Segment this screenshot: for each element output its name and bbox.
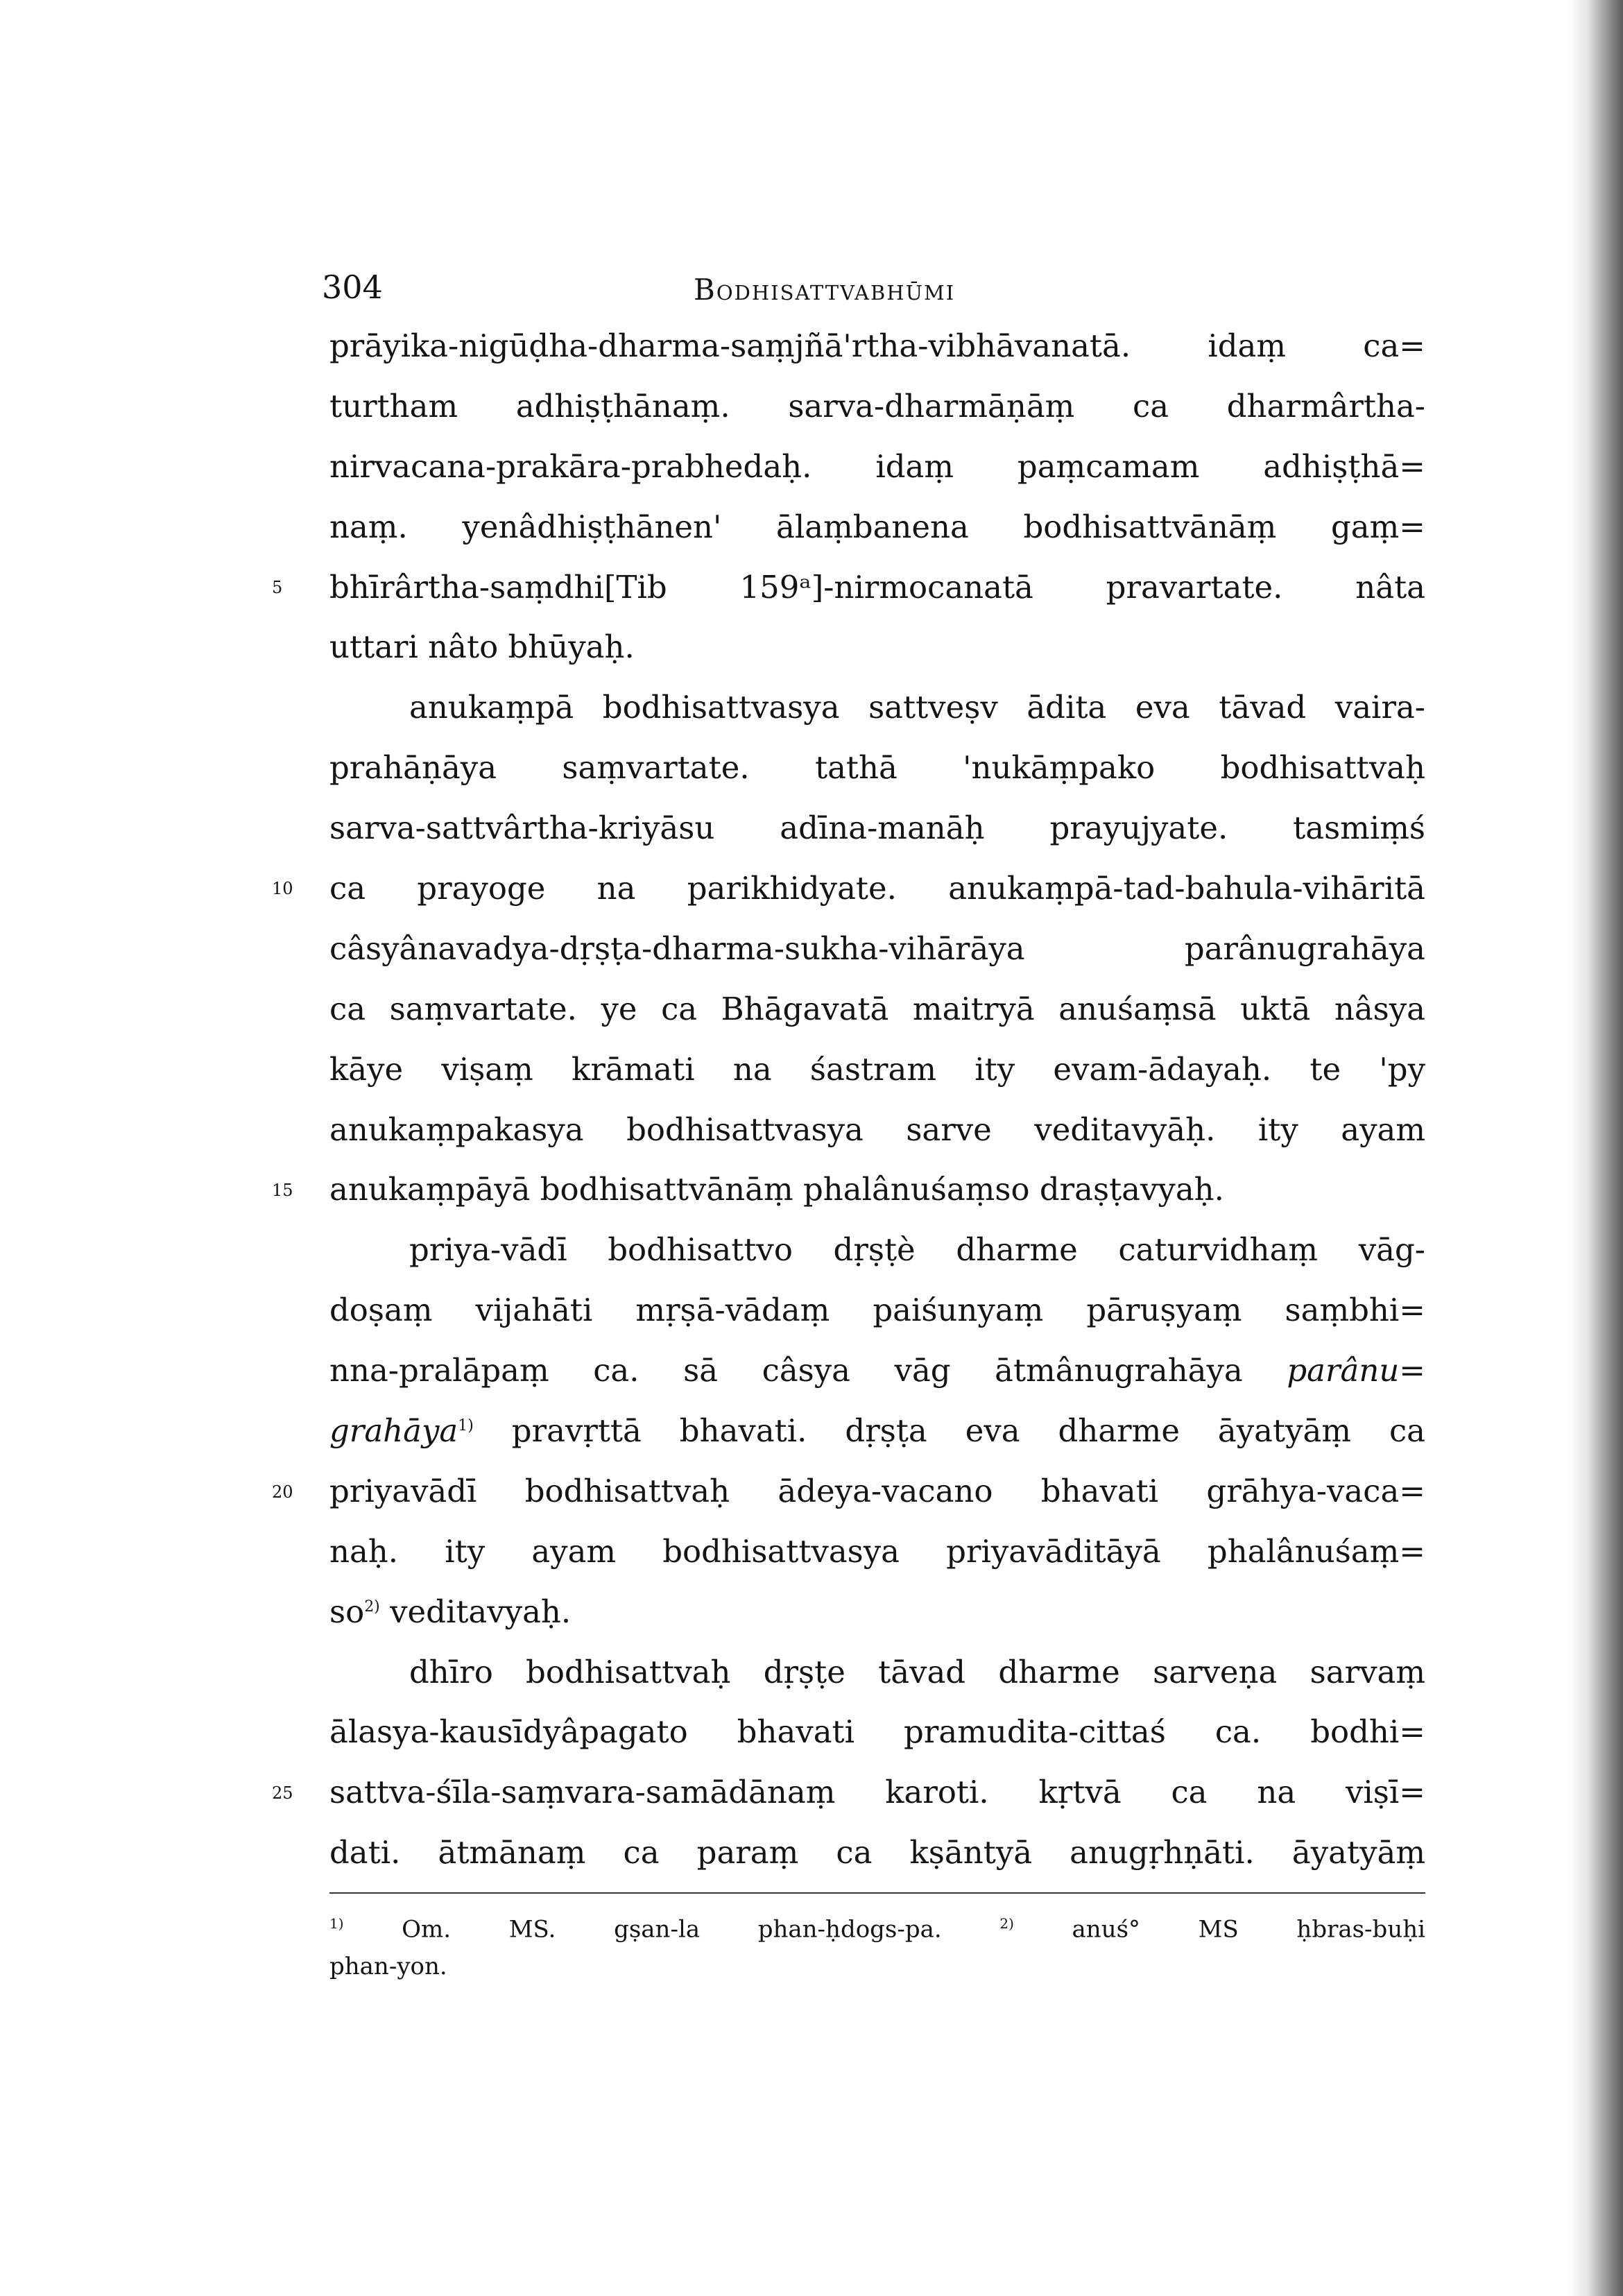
text-line: ca saṃvartate. ye ca Bhāgavatā maitryā anuśaṃsā uktā nâsya [329,990,1425,1027]
margin-line-number-5: 5 [272,578,283,597]
running-head: Bodhisattvabhūmi [694,273,956,307]
margin-line-number-20: 20 [272,1482,293,1502]
text-line [329,1582,1425,1643]
text-line: sarva-sattvârtha-kriyāsu adīna-manāḥ prayujyate. tasmiṃś [329,809,1425,847]
text-line: uttari nâto bhūyaḥ. [329,628,635,666]
text-line: naṃ. yenâdhiṣṭhānen' ālaṃbanena bodhisattvānāṃ gaṃ= [329,508,1425,545]
footnote-line: phan-yon. [329,1953,447,1980]
body-text [329,316,1425,1883]
text-line [329,1341,1425,1401]
text-line: turtham adhiṣṭhānaṃ. sarva-dharmāṇāṃ ca dharmârtha- [329,387,1425,425]
text-line: kāye viṣaṃ krāmati na śastram ity evam-ādayaḥ. te 'py [329,1050,1425,1088]
footnote-marker: 1) [329,1915,344,1932]
text-line: nirvacana-prakāra-prabhedaḥ. idaṃ paṃcamam adhiṣṭhā= [329,447,1425,485]
text-line: naḥ. ity ayam bodhisattvasya priyavāditāyā phalânuśaṃ= [329,1532,1425,1570]
text-line: dhīro bodhisattvaḥ dṛṣṭe tāvad dharme sarveṇa sarvaṃ [409,1653,1425,1690]
text-line: ca prayoge na parikhidyate. anukaṃpā-tad-bahula-vihāritā [329,870,1425,907]
text-segment: pravṛttā bhavati. dṛṣṭa eva dharme āyatyāṃ ca [511,1412,1425,1450]
text-segment: veditavyaḥ. [390,1593,572,1630]
scan-page-edge-shadow [1568,0,1623,2296]
text-line: câsyânavadya-dṛṣṭa-dharma-sukha-vihārāya parânugrahāya [329,929,1425,967]
margin-line-number-25: 25 [272,1783,293,1803]
footnote-text: Om. MS. gṣan-la phan-ḥdogs-pa. [402,1915,942,1944]
italic-text: grahāya [329,1412,458,1450]
italic-text: parânu= [1287,1352,1426,1389]
text-line [329,1401,1425,1462]
text-segment: so [329,1593,365,1630]
margin-line-number-15: 15 [272,1181,293,1200]
text-line: anukaṃpakasya bodhisattvasya sarve veditavyāḥ. ity ayam [329,1111,1425,1148]
text-line: priya-vādī bodhisattvo dṛṣṭè dharme caturvidhaṃ vāg- [409,1231,1425,1269]
text-line: doṣaṃ vijahāti mṛṣā-vādaṃ paiśunyaṃ pāruṣyaṃ saṃbhi= [329,1292,1425,1329]
footnote-line [329,1902,1425,1945]
text-line: dati. ātmānaṃ ca paraṃ ca kṣāntyā anugṛhṇāti. āyatyāṃ [329,1834,1425,1871]
text-line: sattva-śīla-saṃvara-samādānaṃ karoti. kṛtvā ca na viṣī= [329,1774,1425,1811]
text-line: bhīrârtha-saṃdhi[Tib 159ᵃ]-nirmocanatā pravartate. nâta [329,568,1425,606]
footnote-text: anuś° MS ḥbras-buḥi [1072,1915,1425,1944]
text-line: prahāṇāya saṃvartate. tathā 'nukāṃpako bodhisattvaḥ [329,749,1425,787]
footnote-reference: 2) [364,1597,380,1616]
footnotes [329,1902,1425,1988]
text-line: priyavādī bodhisattvaḥ ādeya-vacano bhavati grāhya-vaca= [329,1472,1425,1509]
text-line: prāyika-nigūḍha-dharma-saṃjñā'rtha-vibhāvanatā. idaṃ ca= [329,327,1425,364]
text-line: anukaṃpāyā bodhisattvānāṃ phalânuśaṃso draṣṭavyaḥ. [329,1171,1224,1208]
text-line: anukaṃpā bodhisattvasya sattveṣv ādita eva tāvad vaira- [409,689,1425,726]
footnote-rule [329,1892,1425,1894]
margin-line-number-10: 10 [272,879,293,898]
footnote-reference: 1) [458,1417,474,1435]
page-number: 304 [322,268,383,306]
text-line: ālasya-kausīdyâpagato bhavati pramudita-cittaś ca. bodhi= [329,1713,1425,1751]
text-segment: nna-pralāpaṃ ca. sā câsya vāg ātmânugrahāya [329,1352,1243,1389]
footnote-marker: 2) [999,1915,1014,1932]
